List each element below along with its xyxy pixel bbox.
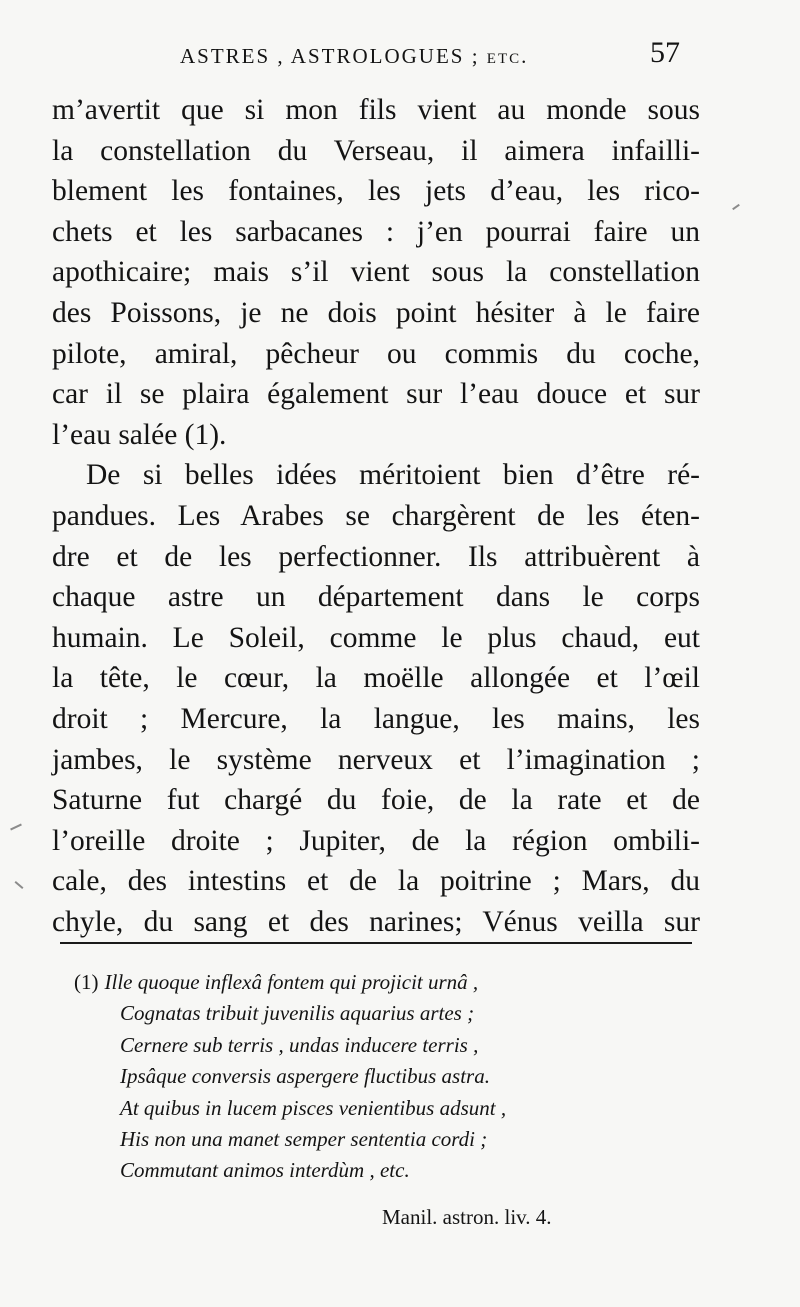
footnote-line: Commutant animos interdùm , etc. xyxy=(120,1158,410,1183)
text-line: la constellation du Verseau, il aimera infailli- xyxy=(52,134,700,167)
text-line: pilote, amiral, pêcheur ou commis du coche, xyxy=(52,337,700,370)
text-line: dre et de les perfectionner. Ils attribuèrent à xyxy=(52,540,700,573)
text-line: chets et les sarbacanes : j’en pourrai faire un xyxy=(52,215,700,248)
scan-mark xyxy=(15,881,24,889)
scan-mark xyxy=(10,824,22,831)
text-line: pandues. Les Arabes se chargèrent de les éten- xyxy=(52,499,700,532)
footnote xyxy=(74,967,634,1187)
text-line: car il se plaira également sur l’eau douce et sur xyxy=(52,378,700,411)
text-line: chyle, du sang et des narines; Vénus veilla sur xyxy=(52,905,700,938)
running-title: ASTRES , ASTROLOGUES ; etc. xyxy=(180,44,529,68)
text-line: chaque astre un département dans le corps xyxy=(52,581,700,614)
footnote-line: Cernere sub terris , undas inducere terris , xyxy=(120,1032,479,1057)
footnote-text: Ille quoque inflexâ fontem qui projicit urnâ , xyxy=(104,970,479,994)
text-line: blement les fontaines, les jets d’eau, les rico- xyxy=(52,175,700,208)
page-number: 57 xyxy=(650,36,680,69)
footnote-line: His non una manet semper sententia cordi ; xyxy=(120,1127,488,1152)
footnote-line xyxy=(74,967,634,998)
text-line: apothicaire; mais s’il vient sous la constellation xyxy=(52,256,700,289)
main-text xyxy=(52,90,700,942)
text-line: l’eau salée (1). xyxy=(52,418,227,451)
text-line: jambes, le système nerveux et l’imagination ; xyxy=(52,743,700,776)
text-line: Saturne fut chargé du foie, de la rate et de xyxy=(52,784,700,817)
text-line: De si belles idées méritoient bien d’être ré- xyxy=(86,459,700,492)
footnote-marker: (1) xyxy=(74,970,99,994)
text-line: droit ; Mercure, la langue, les mains, les xyxy=(52,702,700,735)
footnote-line: At quibus in lucem pisces venientibus adsunt , xyxy=(120,1095,507,1120)
footnote-rule xyxy=(60,942,692,944)
text-line: humain. Le Soleil, comme le plus chaud, eut xyxy=(52,621,700,654)
footnote-citation: Manil. astron. liv. 4. xyxy=(382,1205,552,1229)
footnote-line: Ipsâque conversis aspergere fluctibus astra. xyxy=(120,1064,490,1089)
footnote-line: Cognatas tribuit juvenilis aquarius artes ; xyxy=(120,1001,475,1026)
text-line: des Poissons, je ne dois point hésiter à le faire xyxy=(52,296,700,329)
text-line: la tête, le cœur, la moëlle allongée et l’œil xyxy=(52,662,700,695)
scan-mark xyxy=(732,204,740,210)
text-line: cale, des intestins et de la poitrine ; Mars, du xyxy=(52,865,700,898)
text-line: m’avertit que si mon fils vient au monde sous xyxy=(52,94,700,126)
text-line: l’oreille droite ; Jupiter, de la région ombili- xyxy=(52,824,700,857)
